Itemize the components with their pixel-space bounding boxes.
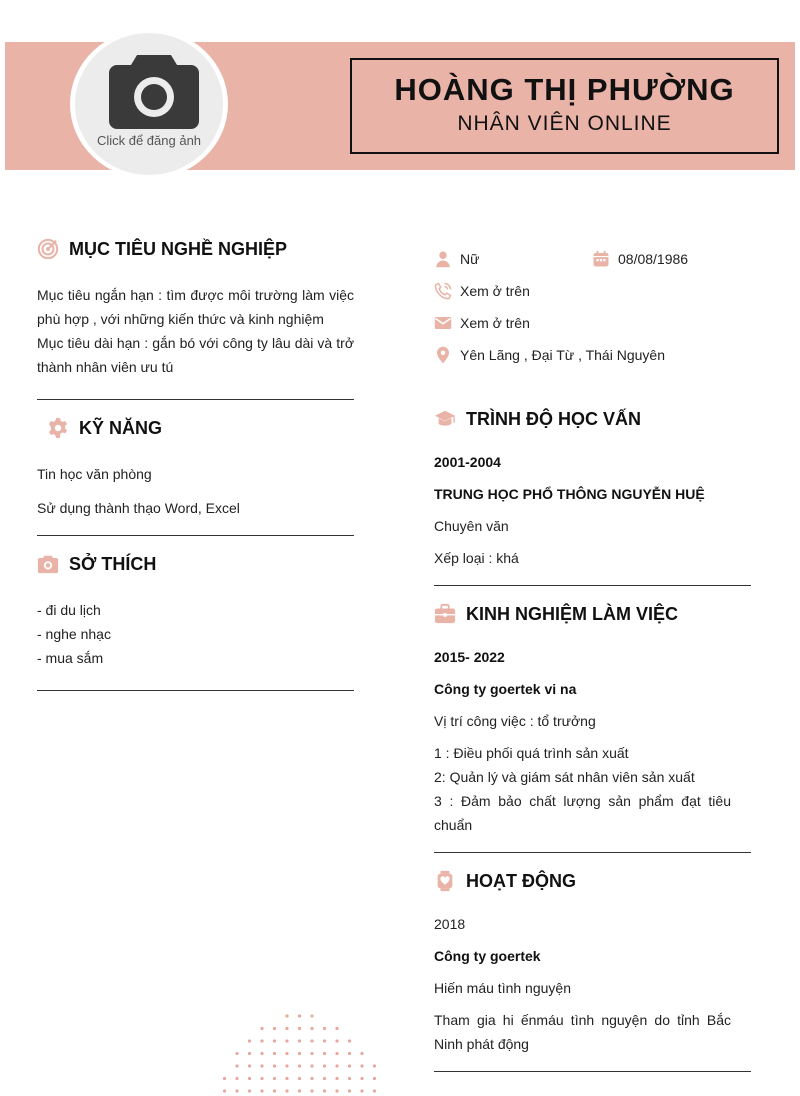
avatar-upload[interactable] [70, 29, 228, 179]
phone-icon [434, 282, 452, 300]
decorative-dot [235, 1077, 238, 1080]
calendar-icon [592, 250, 610, 268]
experience-role: Vị trí công việc : tổ trưởng [434, 713, 596, 729]
divider [37, 535, 354, 536]
experience-duty: 3 : Đảm bảo chất lượng sản phẩm đạt tiêu chuẩn [434, 793, 731, 833]
decorative-dot [373, 1064, 376, 1067]
experience-period: 2015- 2022 [434, 649, 505, 665]
decorative-dot [260, 1052, 263, 1055]
phone-row [434, 282, 530, 300]
experience-duty: 1 : Điều phối quá trình sản xuất [434, 745, 629, 761]
decorative-dot-pattern [205, 1012, 395, 1096]
decorative-dot [260, 1027, 263, 1030]
email-row [434, 314, 530, 332]
decorative-dot [310, 1077, 313, 1080]
decorative-dot [248, 1064, 251, 1067]
mail-icon [434, 314, 452, 332]
graduation-cap-icon [434, 408, 456, 430]
divider [37, 399, 354, 400]
objective-long-term: Mục tiêu dài hạn : gắn bó với công ty lâu dài và trở thành nhân viên ưu tú [37, 335, 354, 375]
hobby-item: - mua sắm [37, 650, 104, 666]
decorative-dot [223, 1077, 226, 1080]
decorative-dot [323, 1039, 326, 1042]
education-major: Chuyên văn [434, 518, 509, 534]
hobby-item: - đi du lịch [37, 602, 101, 618]
activities-title: HOẠT ĐỘNG [466, 870, 576, 891]
decorative-dot [248, 1089, 251, 1092]
decorative-dot [273, 1052, 276, 1055]
decorative-dot [260, 1089, 263, 1092]
decorative-dot [360, 1077, 363, 1080]
objective-short-term: Mục tiêu ngắn hạn : tìm được môi trường làm việc phù hợp , với những kiến thức và kinh nghiệm [37, 287, 354, 327]
decorative-dot [235, 1089, 238, 1092]
decorative-dot [348, 1089, 351, 1092]
skills-heading [47, 417, 162, 439]
experience-title: KINH NGHIỆM LÀM VIỆC [466, 603, 679, 624]
decorative-dot [285, 1014, 288, 1017]
camera-small-icon [37, 553, 59, 575]
decorative-dot [285, 1089, 288, 1092]
candidate-name: HOÀNG THỊ PHƯỜNG [394, 72, 735, 107]
decorative-dot [285, 1064, 288, 1067]
skill-item: Tin học văn phòng [37, 466, 152, 482]
hobbies-heading [37, 553, 156, 575]
decorative-dot [298, 1014, 301, 1017]
divider [37, 690, 354, 691]
activity-name: Hiến máu tình nguyện [434, 980, 571, 996]
divider [434, 1071, 751, 1072]
decorative-dot [235, 1052, 238, 1055]
decorative-dot [335, 1039, 338, 1042]
education-school: TRUNG HỌC PHỔ THÔNG NGUYỄN HUỆ [434, 486, 705, 502]
activity-org: Công ty goertek [434, 948, 541, 964]
decorative-dot [373, 1077, 376, 1080]
decorative-dot [285, 1039, 288, 1042]
phone-value: Xem ở trên [460, 283, 530, 299]
email-value: Xem ở trên [460, 315, 530, 331]
decorative-dot [273, 1064, 276, 1067]
divider [434, 585, 751, 586]
gear-icon [47, 417, 69, 439]
decorative-dot [248, 1052, 251, 1055]
decorative-dot [310, 1039, 313, 1042]
gender-row [434, 250, 479, 268]
heart-watch-icon [434, 870, 456, 892]
decorative-dot [235, 1064, 238, 1067]
decorative-dot [373, 1089, 376, 1092]
decorative-dot [323, 1027, 326, 1030]
activities-heading [434, 870, 576, 892]
decorative-dot [348, 1052, 351, 1055]
decorative-dot [335, 1027, 338, 1030]
decorative-dot [323, 1089, 326, 1092]
decorative-dot [298, 1064, 301, 1067]
decorative-dot [348, 1064, 351, 1067]
person-icon [434, 250, 452, 268]
objective-heading [37, 238, 287, 260]
decorative-dot [285, 1052, 288, 1055]
decorative-dot [310, 1052, 313, 1055]
briefcase-icon [434, 603, 456, 625]
decorative-dot [273, 1039, 276, 1042]
decorative-dot [248, 1077, 251, 1080]
location-pin-icon [434, 346, 452, 364]
decorative-dot [348, 1077, 351, 1080]
decorative-dot [335, 1064, 338, 1067]
birthday-value: 08/08/1986 [618, 251, 689, 267]
target-icon [37, 238, 59, 260]
decorative-dot [335, 1077, 338, 1080]
decorative-dot [273, 1089, 276, 1092]
decorative-dot [348, 1039, 351, 1042]
decorative-dot [323, 1077, 326, 1080]
decorative-dot [323, 1052, 326, 1055]
education-period: 2001-2004 [434, 454, 501, 470]
decorative-dot [335, 1052, 338, 1055]
decorative-dot [310, 1027, 313, 1030]
decorative-dot [260, 1039, 263, 1042]
skill-item: Sử dụng thành thạo Word, Excel [37, 500, 240, 516]
decorative-dot [310, 1064, 313, 1067]
hobby-item: - nghe nhạc [37, 626, 111, 642]
hobbies-title: SỞ THÍCH [69, 553, 157, 574]
avatar-placeholder[interactable] [75, 33, 223, 175]
decorative-dot [223, 1089, 226, 1092]
decorative-dot [298, 1039, 301, 1042]
decorative-dot [260, 1077, 263, 1080]
avatar-label[interactable]: Click để đăng ảnh [96, 133, 202, 148]
decorative-dot [310, 1089, 313, 1092]
decorative-dot [285, 1027, 288, 1030]
name-box [350, 58, 779, 154]
activity-description: Tham gia hi ếnmáu tình nguyện do tỉnh Bắc Ninh phát động [434, 1012, 731, 1052]
objective-title: MỤC TIÊU NGHỀ NGHIỆP [69, 238, 288, 259]
decorative-dot [298, 1052, 301, 1055]
decorative-dot [285, 1077, 288, 1080]
decorative-dot [248, 1039, 251, 1042]
gender-value: Nữ [460, 251, 480, 267]
decorative-dot [360, 1089, 363, 1092]
decorative-dot [273, 1077, 276, 1080]
address-value: Yên Lãng , Đại Từ , Thái Nguyên [460, 347, 665, 363]
candidate-position: NHÂN VIÊN ONLINE [457, 112, 672, 135]
skills-title: KỸ NĂNG [79, 417, 163, 438]
education-title: TRÌNH ĐỘ HỌC VẤN [466, 408, 641, 429]
decorative-dot [298, 1077, 301, 1080]
decorative-dot [323, 1064, 326, 1067]
decorative-dot [298, 1089, 301, 1092]
decorative-dot [310, 1014, 313, 1017]
decorative-dot [260, 1064, 263, 1067]
decorative-dot [273, 1027, 276, 1030]
activity-year: 2018 [434, 916, 466, 932]
camera-icon [107, 51, 201, 131]
birthday-row [592, 250, 688, 268]
address-row [434, 346, 665, 364]
divider [434, 852, 751, 853]
experience-company: Công ty goertek vi na [434, 681, 577, 697]
decorative-dot [360, 1052, 363, 1055]
experience-duty: 2: Quản lý và giám sát nhân viên sản xuất [434, 769, 695, 785]
decorative-dot [298, 1027, 301, 1030]
decorative-dot [335, 1089, 338, 1092]
decorative-dot [360, 1064, 363, 1067]
education-grade: Xếp loại : khá [434, 550, 519, 566]
education-heading [434, 408, 641, 430]
experience-heading [434, 603, 678, 625]
